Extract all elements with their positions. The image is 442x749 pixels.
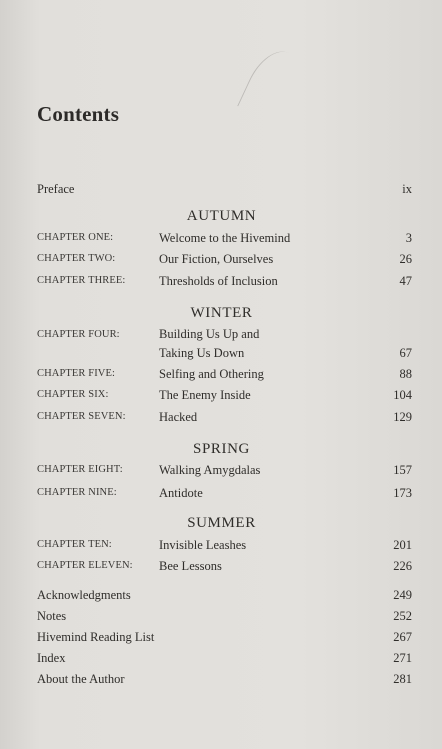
chapter-title-line-2: Taking Us Down <box>159 346 245 360</box>
toc-page-number: 129 <box>393 410 412 424</box>
section-heading-summer <box>0 514 442 532</box>
toc-entry-acknowledgments <box>0 586 442 604</box>
chapter-label: CHAPTER EIGHT: <box>37 464 123 475</box>
chapter-label: CHAPTER TEN: <box>37 539 112 550</box>
chapter-label: CHAPTER TWO: <box>37 253 116 264</box>
toc-page-number: 281 <box>393 672 412 686</box>
chapter-label: CHAPTER THREE: <box>37 275 126 286</box>
chapter-title: The Enemy Inside <box>159 388 251 402</box>
section-title: WINTER <box>190 305 253 321</box>
chapter-title: Antidote <box>159 486 203 500</box>
toc-entry-chapter-five <box>0 365 442 383</box>
toc-page-number: 67 <box>399 346 412 360</box>
paper-scratch-mark <box>237 43 304 124</box>
toc-entry-chapter-eight <box>0 461 442 479</box>
chapter-label: CHAPTER NINE: <box>37 487 117 498</box>
chapter-title <box>159 325 259 363</box>
toc-entry-label: About the Author <box>37 672 125 686</box>
chapter-title: Hacked <box>159 410 198 424</box>
toc-page-number: 26 <box>399 252 412 266</box>
toc-page-number: 267 <box>393 630 412 644</box>
section-title: SPRING <box>193 441 250 457</box>
toc-entry-index <box>0 649 442 667</box>
section-heading-winter <box>0 304 442 322</box>
chapter-label: CHAPTER ELEVEN: <box>37 560 133 571</box>
toc-entry-chapter-six <box>0 386 442 404</box>
chapter-title: Selfing and Othering <box>159 367 264 381</box>
section-title: SUMMER <box>187 515 256 531</box>
toc-entry-label: Notes <box>37 609 67 623</box>
chapter-label: CHAPTER SIX: <box>37 389 109 400</box>
toc-page-number: 3 <box>405 231 412 245</box>
toc-entry-chapter-two <box>0 250 442 268</box>
toc-entry-label: Hivemind Reading List <box>37 630 155 644</box>
toc-page-number: 201 <box>393 538 412 552</box>
toc-entry-notes <box>0 607 442 625</box>
section-heading-autumn <box>0 207 442 225</box>
toc-entry-chapter-nine <box>0 484 442 502</box>
chapter-title: Welcome to the Hivemind <box>159 231 291 245</box>
toc-entry-chapter-seven <box>0 408 442 426</box>
chapter-label: CHAPTER FIVE: <box>37 368 116 379</box>
section-heading-spring <box>0 440 442 458</box>
toc-entry-chapter-three <box>0 272 442 290</box>
toc-entry-reading-list <box>0 628 442 646</box>
chapter-title: Walking Amygdalas <box>159 463 261 477</box>
chapter-title-line-1: Building Us Up and <box>159 327 260 341</box>
chapter-label: CHAPTER FOUR: <box>37 329 120 340</box>
chapter-label: CHAPTER SEVEN: <box>37 411 126 422</box>
toc-entry-label: Acknowledgments <box>37 588 131 602</box>
toc-page-number: 88 <box>399 367 412 381</box>
section-title: AUTUMN <box>186 208 257 224</box>
toc-page-number: 226 <box>393 559 412 573</box>
toc-entry-label: Preface <box>37 182 75 196</box>
toc-entry-label: Index <box>37 651 66 665</box>
toc-entry-about-author <box>0 670 442 688</box>
toc-page-number: 271 <box>393 651 412 665</box>
toc-page-number: ix <box>402 182 412 196</box>
toc-entry-chapter-four <box>0 325 442 363</box>
chapter-title: Thresholds of Inclusion <box>159 274 278 288</box>
chapter-title: Bee Lessons <box>159 559 222 573</box>
toc-page-number: 104 <box>393 388 412 402</box>
toc-page-number: 47 <box>399 274 412 288</box>
toc-entry-chapter-ten <box>0 536 442 554</box>
toc-page-number: 157 <box>393 463 412 477</box>
toc-entry-preface <box>0 180 442 198</box>
chapter-label: CHAPTER ONE: <box>37 232 114 243</box>
page-title: Contents <box>37 102 120 126</box>
toc-page-number: 173 <box>393 486 412 500</box>
toc-page-number: 249 <box>393 588 412 602</box>
chapter-title: Our Fiction, Ourselves <box>159 252 274 266</box>
toc-page-number: 252 <box>393 609 412 623</box>
toc-entry-chapter-eleven <box>0 557 442 575</box>
chapter-title: Invisible Leashes <box>159 538 247 552</box>
toc-entry-chapter-one <box>0 229 442 247</box>
